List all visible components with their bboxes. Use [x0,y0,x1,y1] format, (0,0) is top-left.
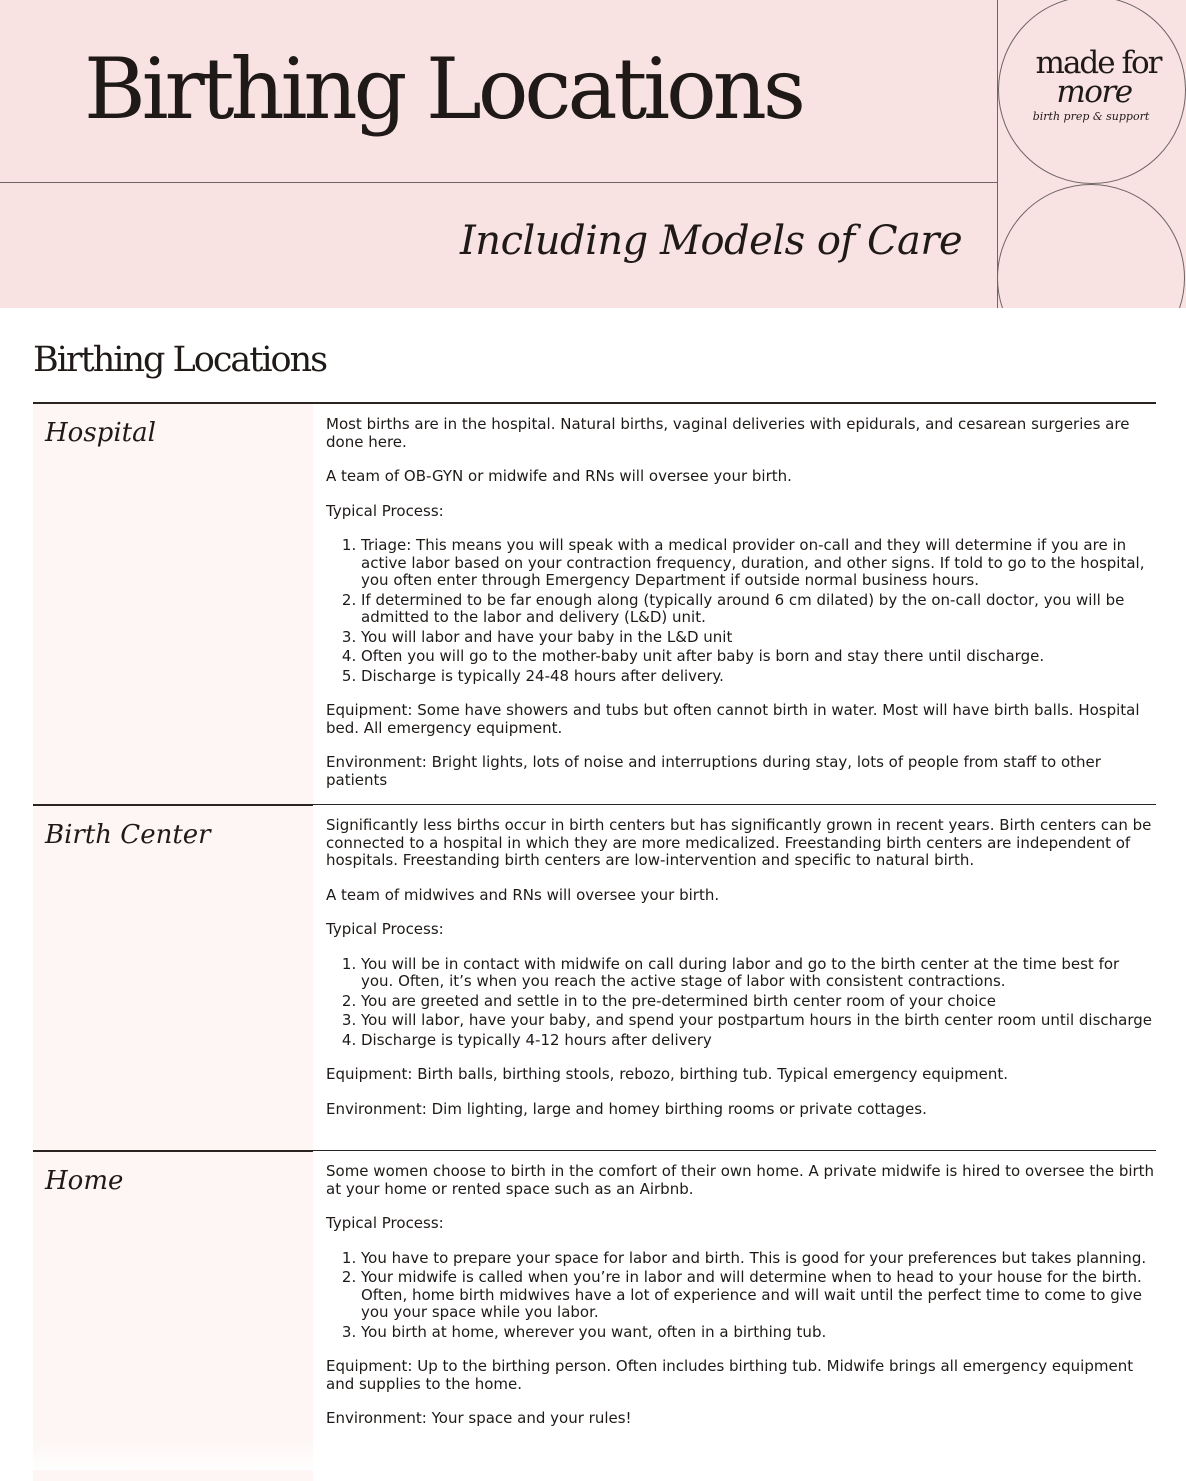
list-item: 3. You will labor, have your baby, and spend your postpartum hours in the birth center room until discharge [361,1012,1156,1030]
list-item: 4. Often you will go to the mother-baby unit after baby is born and stay there until discharge. [361,648,1156,666]
brand-logo [1010,45,1186,123]
intro-text: Most births are in the hospital. Natural births, vaginal deliveries with epidurals, and cesarean surgeries are done here. [326,415,1130,451]
team-text: A team of OB-GYN or midwife and RNs will oversee your birth. [326,467,792,485]
row-label-cell [33,404,313,804]
equipment-text: Equipment: Some have showers and tubs but often cannot birth in water. Most will have birth balls. Hospital bed. All emergency equipment. [326,701,1140,737]
list-item: 1. You have to prepare your space for labor and birth. This is good for your preferences but takes planning. [361,1250,1156,1268]
row-content-cell [313,805,1156,1150]
list-item: 1. Triage: This means you will speak with a medical provider on-call and they will determine if you are in active labor based on your contraction frequency, duration, and other signs. If told to go to the hospital, you often enter through Emergency Department if outside normal business hours. [361,537,1156,590]
equipment-text: Equipment: Birth balls, birthing stools, rebozo, birthing tub. Typical emergency equipment. [326,1065,1009,1083]
process-label: Typical Process: [326,920,444,938]
logo-tagline: birth prep & support [1032,110,1150,123]
page-subtitle: Including Models of Care [460,218,963,264]
list-item: 2. You are greeted and settle in to the pre-determined birth center room of your choice [361,993,1156,1011]
process-label: Typical Process: [326,1214,444,1232]
decorative-circle [997,184,1185,308]
table-row-birth-center [33,804,1156,1150]
environment-text: Environment: Bright lights, lots of noise and interruptions during stay, lots of people from staff to other patients [326,753,1101,789]
intro-text: Significantly less births occur in birth centers but has significantly grown in recent years. Birth centers can be connected to a hospital in which they are more medicalized. Freestanding birth centers are independent of hospitals. Freestanding birth centers are low-intervention and specific to natural birth. [326,816,1152,869]
process-label: Typical Process: [326,501,444,520]
row-label: Hospital [45,418,156,448]
row-label: Birth Center [45,820,211,850]
table-row-home [33,1150,1156,1481]
bottom-fade [0,1440,1186,1470]
environment-text: Environment: Your space and your rules! [326,1409,632,1427]
page-title: Birthing Locations [84,40,802,138]
row-label-cell [33,804,313,1150]
row-label-cell [33,1150,313,1481]
equipment-text: Equipment: Up to the birthing person. Often includes birthing tub. Midwife brings all emergency equipment and supplies to the home. [326,1357,1134,1393]
locations-table [33,402,1156,1481]
list-item: 2. Your midwife is called when you’re in labor and will determine when to head to your house for the birth. Often, home birth midwives have a lot of experience and will wait until the perfect time to come to give you your space while you labor. [361,1269,1156,1322]
team-text: A team of midwives and RNs will oversee your birth. [326,885,720,904]
header-banner [0,0,1186,308]
logo-line-1: made for [1035,45,1161,81]
row-content-cell [313,404,1156,804]
row-content-cell [313,1151,1156,1481]
intro-text: Some women choose to birth in the comfort of their own home. A private midwife is hired to oversee the birth at your home or rented space such as an Airbnb. [326,1162,1155,1198]
list-item: 3. You birth at home, wherever you want, often in a birthing tub. [361,1324,1156,1342]
list-item: 1. You will be in contact with midwife on call during labor and go to the birth center at the time best for you. Often, it’s when you reach the active stage of labor with consistent contractions. [361,956,1156,991]
process-list [326,956,1156,1050]
table-row-hospital [33,402,1156,804]
row-label: Home [45,1166,124,1196]
list-item: 5. Discharge is typically 24-48 hours after delivery. [361,668,1156,686]
list-item: 4. Discharge is typically 4-12 hours after delivery [361,1032,1156,1050]
environment-text: Environment: Dim lighting, large and homey birthing rooms or private cottages. [326,1099,927,1118]
list-item: 3. You will labor and have your baby in the L&D unit [361,629,1156,647]
process-list [326,537,1156,685]
logo-line-2: more [1056,74,1132,110]
section-title: Birthing Locations [33,340,327,380]
process-list [326,1250,1156,1342]
header-divider-horizontal [0,182,998,183]
list-item: 2. If determined to be far enough along (typically around 6 cm dilated) by the on-call doctor, you will be admitted to the labor and delivery (L&D) unit. [361,592,1156,627]
